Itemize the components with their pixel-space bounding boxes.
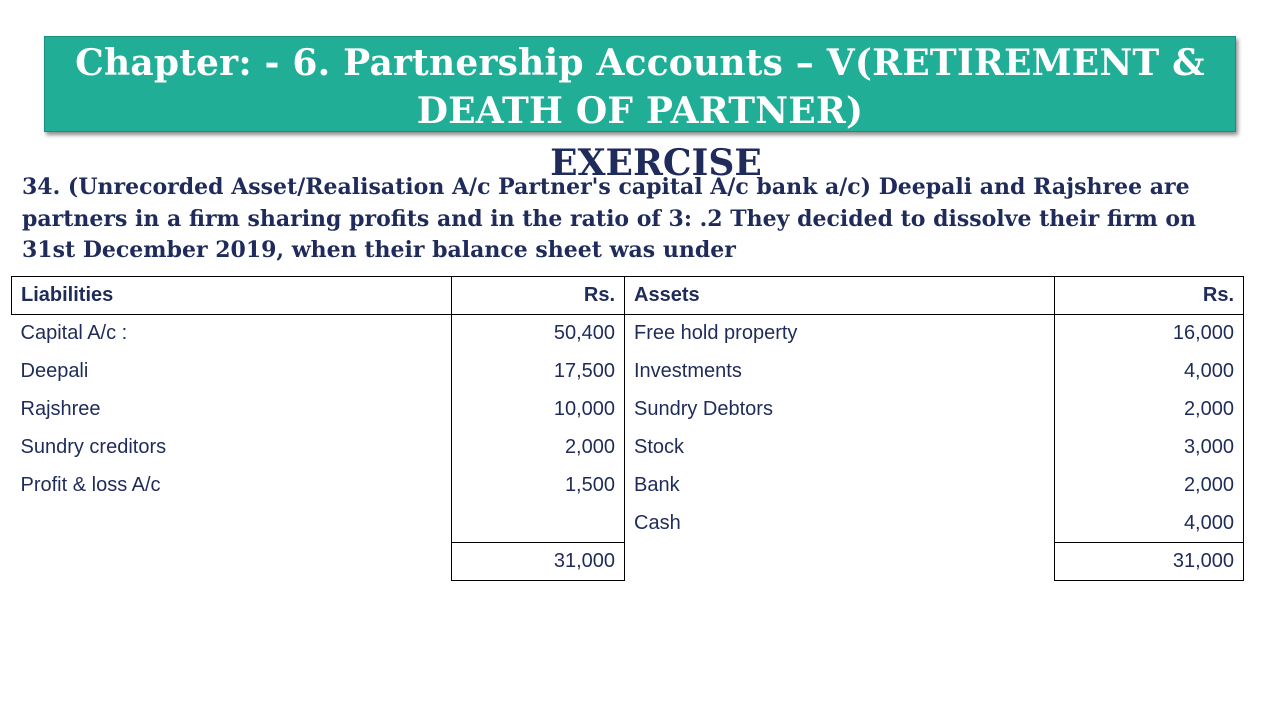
balance-sheet-table — [11, 276, 1244, 581]
liability-label: Capital A/c : — [20, 322, 128, 345]
liabilities-total: 31,000 — [452, 543, 625, 581]
header-assets: Assets — [625, 277, 1055, 315]
asset-label: Investments — [634, 360, 742, 382]
exercise-heading: EXERCISE — [550, 142, 762, 184]
totals-row — [12, 543, 1244, 581]
liability-amount: 2,000 — [452, 429, 625, 467]
liability-amount: 1,500 — [452, 467, 625, 505]
liability-amount: 10,000 — [452, 391, 625, 429]
table-row — [12, 391, 1244, 429]
liability-label: Deepali — [20, 360, 89, 382]
header-assets-rs: Rs. — [1055, 277, 1244, 315]
question-line-3: 31st December 2019, when their balance sheet was under — [22, 237, 736, 263]
header-liabilities-rs: Rs. — [452, 277, 625, 315]
totals-spacer-left — [12, 543, 452, 581]
liability-amount: 17,500 — [452, 353, 625, 391]
liability-label: Sundry creditors — [20, 436, 167, 458]
liability-amount: 50,400 — [452, 315, 625, 353]
asset-amount: 4,000 — [1055, 505, 1244, 543]
table-row — [12, 505, 1244, 543]
assets-total: 31,000 — [1055, 543, 1244, 581]
chapter-title-line-1: Chapter: - 6. Partnership Accounts – V(RETIREMENT & — [75, 42, 1205, 84]
asset-amount: 2,000 — [1055, 467, 1244, 505]
liability-label: Rajshree — [20, 398, 101, 420]
liability-amount — [452, 505, 625, 543]
question-text — [22, 172, 1252, 267]
asset-label: Stock — [634, 436, 685, 458]
asset-amount: 16,000 — [1055, 315, 1244, 353]
chapter-title-banner — [44, 36, 1236, 132]
question-line-2: partners in a firm sharing profits and in the ratio of 3: .2 They decided to dissolve their firm on — [22, 205, 1197, 232]
table-row — [12, 467, 1244, 505]
totals-spacer-right — [625, 543, 1055, 581]
asset-amount: 3,000 — [1055, 429, 1244, 467]
asset-amount: 4,000 — [1055, 353, 1244, 391]
asset-label: Bank — [634, 474, 680, 496]
asset-amount: 2,000 — [1055, 391, 1244, 429]
asset-label: Cash — [634, 512, 681, 534]
table-row — [12, 429, 1244, 467]
balance-sheet-header-row — [12, 277, 1244, 315]
chapter-title-line-2: DEATH OF PARTNER) — [416, 90, 864, 132]
asset-label: Sundry Debtors — [634, 398, 773, 420]
liability-label — [12, 505, 452, 543]
header-liabilities: Liabilities — [12, 277, 452, 315]
asset-label: Free hold property — [634, 322, 798, 345]
liability-label: Profit & loss A/c — [20, 474, 161, 496]
table-row — [12, 315, 1244, 353]
question-line-1: 34. (Unrecorded Asset/Realisation A/c Partner's capital A/c bank a/c) Deepali and Rajshree are — [22, 174, 1190, 200]
table-row — [12, 353, 1244, 391]
